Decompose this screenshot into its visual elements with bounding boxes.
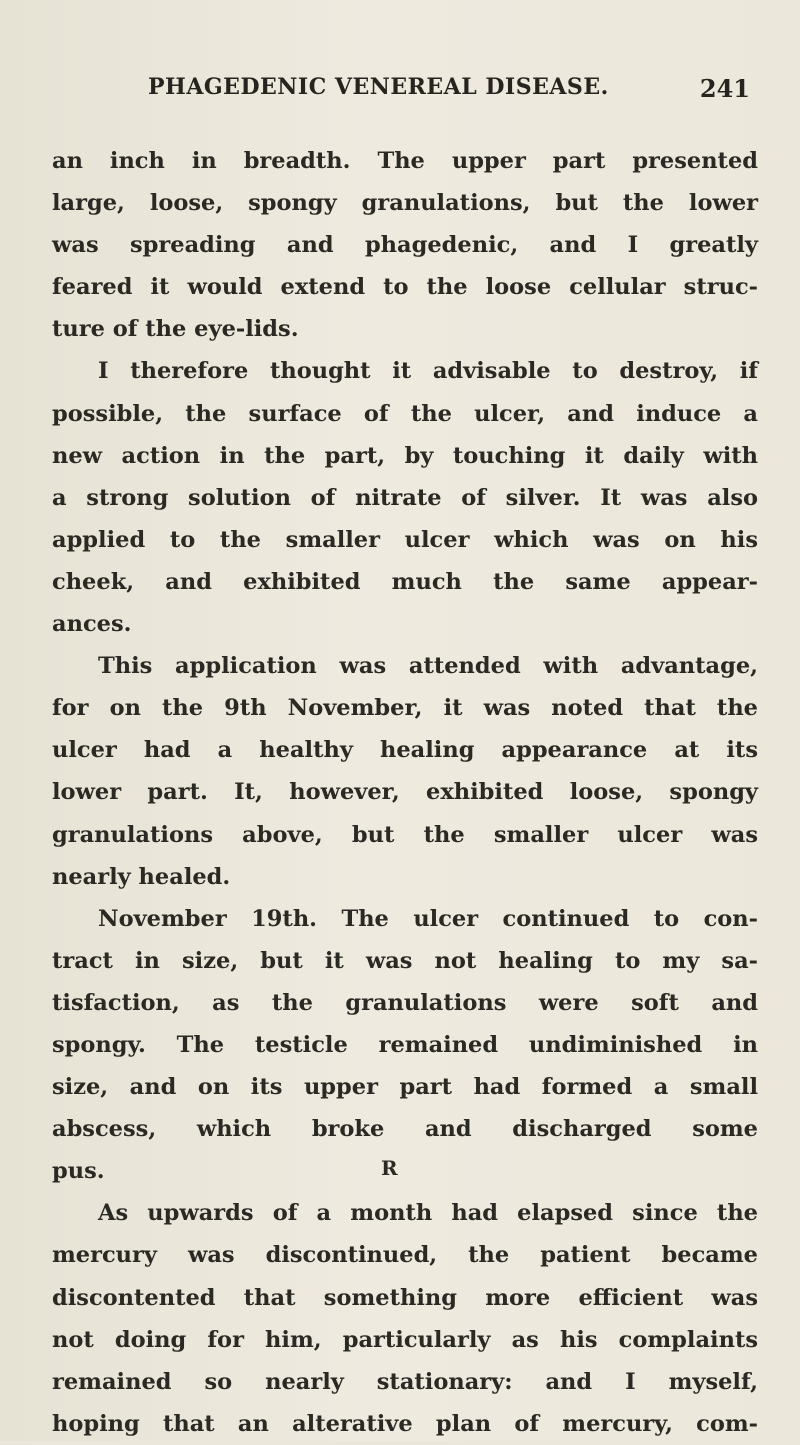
text-line: lower part. It, however, exhibited loose, spongy: [52, 779, 758, 806]
text-line: November 19th. The ulcer continued to con-: [98, 905, 758, 932]
page-number: 241: [699, 74, 750, 103]
text-line: ances.: [52, 611, 132, 638]
text-line: tisfaction, as the granulations were soft and: [52, 989, 758, 1016]
text-line: ulcer had a healthy healing appearance at its: [52, 737, 758, 764]
text-line: size, and on its upper part had formed a small: [52, 1074, 758, 1101]
text-line: mercury was discontinued, the patient became: [52, 1242, 758, 1269]
text-line: granulations above, but the smaller ulcer was: [52, 821, 758, 848]
text-line: nearly healed.: [52, 863, 231, 890]
text-line: was spreading and phagedenic, and I greatly: [52, 232, 758, 259]
text-line: hoping that an alterative plan of mercury, com-: [52, 1410, 758, 1437]
text-line: spongy. The testicle remained undiminished in: [52, 1031, 758, 1058]
signature-mark: R: [381, 1156, 398, 1180]
text-line: discontented that something more efficient was: [52, 1284, 758, 1311]
body-text: [52, 140, 758, 1445]
text-line: an inch in breadth. The upper part presented: [52, 148, 758, 174]
text-line: for on the 9th November, it was noted that the: [52, 695, 758, 722]
text-line: abscess, which broke and discharged some: [52, 1116, 758, 1143]
text-line: tract in size, but it was not healing to my sa-: [52, 947, 758, 974]
text-line: remained so nearly stationary: and I myself,: [52, 1368, 758, 1395]
text-line: cheek, and exhibited much the same appear-: [52, 568, 758, 595]
text-line: As upwards of a month had elapsed since the: [98, 1200, 758, 1227]
text-line: applied to the smaller ulcer which was on his: [52, 526, 758, 553]
text-line: pus.: [52, 1158, 105, 1185]
text-line: This application was attended with advantage,: [98, 653, 758, 680]
text-line: a strong solution of nitrate of silver. It was also: [52, 484, 758, 511]
text-line: large, loose, spongy granulations, but the lower: [52, 190, 758, 217]
running-head: [148, 74, 750, 114]
text-line: I therefore thought it advisable to destroy, if: [98, 358, 758, 385]
running-title: PHAGEDENIC VENEREAL DISEASE.: [148, 74, 609, 100]
text-line: possible, the surface of the ulcer, and induce a: [52, 400, 758, 427]
text-line: not doing for him, particularly as his complaints: [52, 1326, 758, 1353]
text-line: ture of the eye-lids.: [52, 316, 299, 343]
text-line: new action in the part, by touching it daily with: [52, 442, 758, 469]
text-line: feared it would extend to the loose cellular struc-: [52, 274, 758, 301]
